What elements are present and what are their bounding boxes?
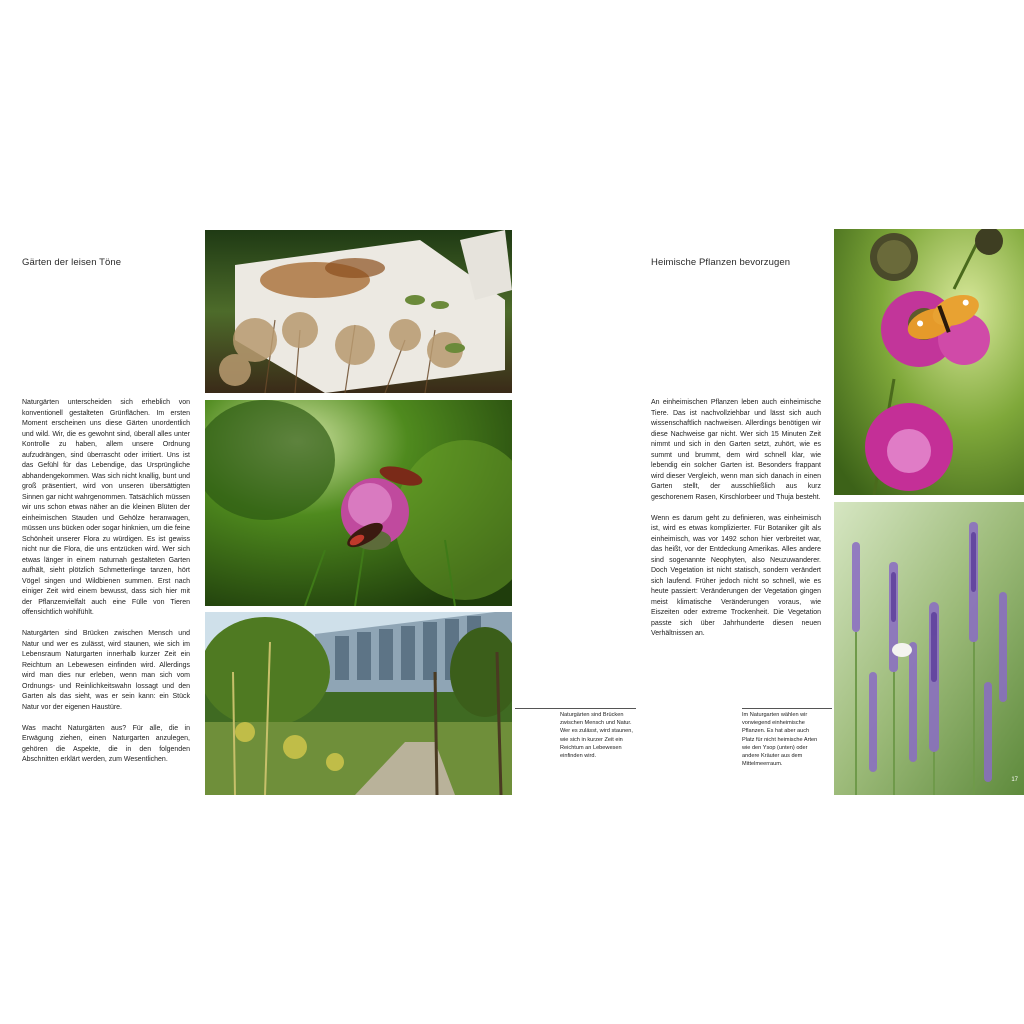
right-paragraph-2: Wenn es darum geht zu definieren, was einheimisch ist, wird es etwas komplizierter. Für Botaniker gilt als einheimisch, was vor 1492 schon hier verbreitet war, das heißt, vor der Entdeckung Amerikas. Alles andere sind sogenannte Neophyten, also Neuzuwanderer. Doch Vegetation ist nicht statisch, sondern verändert sich laufend. Früher jedoch nicht so schnell, wie es heute passiert: Veränderungen der Vegetation gingen meist klimatische Veränderungen voraus, wie Eiszeiten oder extreme Trockenheit. Die Vegetation passte sich über Jahrhunderte diesen neuen Verhältnissen an. [651,514,821,637]
right-page-body [651,398,821,650]
right-caption: Im Naturgarten wählen wir vorwiegend einheimische Pflanzen. Es hat aber auch Platz für nicht heimische Arten wie den Ysop (unten) oder andere Kräuter aus dem Mittelmeerraum. [742,712,818,768]
photo-garden-building [205,612,512,795]
left-paragraph-2: Naturgärten sind Brücken zwischen Mensch und Natur und wer es zulässt, wird staunen, wie sich im Lebensraum Naturgarten innerhalb kurzer Zeit ein Reichtum an Lebewesen einfinden wird. Allerdings wird man dies nur erleben, wenn man sich vom Ordnungs- und Reinlichkeitswahn lossagt und den Garten als das sieht, was er sein kann: ein Stück Natur vor der eigenen Haustüre. [22,630,190,711]
right-caption-rule [742,708,832,709]
left-paragraph-3: Was macht Naturgärten aus? Für alle, die in Erwägung ziehen, einen Naturgarten anzulegen, gehören die Aspekte, die in den folgenden Abschnitten erklärt werden, zum Wesentlichen. [22,724,190,763]
photo-garden-table [205,230,512,393]
photo-knapweed-butterfly [834,229,1024,495]
photo-hyssop [834,502,1024,795]
left-caption: Naturgärten sind Brücken zwischen Mensch und Natur. Wer es zulässt, wird staunen, wie sich in kurzer Zeit ein Reichtum an Lebewesen einfinden wird. [560,712,633,760]
right-page-heading: Heimische Pflanzen bevorzugen [651,257,791,268]
photo-thistle-beetles [205,400,512,606]
right-paragraph-1: An einheimischen Pflanzen leben auch einheimische Tiere. Das ist nachvollziehbar und lässt sich auch wissenschaftlich nachweisen. Allerdings benötigen wir diese Nachweise gar nicht. Wer sich 15 Minuten Zeit nimmt und sich in den Garten setzt, zuhört, wie es summt und brummt, dem wird schnell klar, wie lebendig ein solcher Garten ist. Besonders frappant wird dieser Vergleich, wenn man sich danach in einen Garten stellt, der ausschließlich aus kurz geschorenem Rasen, Kirschlorbeer und Thuja besteht. [651,399,821,501]
left-paragraph-1: Naturgärten unterscheiden sich erheblich von konventionell gestalteten Grünflächen. Im ersten Moment erscheinen uns diese Gärten unordentlich und wild. Wir, die es gewohnt sind, überall alles unter Kontrolle zu haben, allem unsere Ordnung aufzudrängen, sind überrascht oder irritiert. Uns ist das Gefühl für das Lebendige, das Ursprüngliche abhandengekommen. Was sich nicht knallig, bunt und groß präsentiert, wird von unseren übersättigten Sinnen gar nicht wahrgenommen. Tatsächlich müssen wir uns schon etwas näher an die kleinen Blüten der einheimischen Stauden und Gehölze heranwagen, müssen uns bücken oder sogar hinknien, um die feine Schönheit unserer Flora zu würdigen. Es ist gewiss nicht nur die Flora, die uns entzücken wird. Wer sich etwas länger in einem naturnah gestalteten Garten aufhält, sieht plötzlich Schmetterlinge tanzen, hört Vögel singen und Wildbienen summen. Erst nach einiger Zeit wird einem bewusst, dass sich hier mit der Pflanzenvielfalt auch eine Fülle von Tieren offensichtlich wohlfühlt. [22,399,190,616]
page-number: 17 [1011,777,1018,783]
left-page-heading: Gärten der leisen Töne [22,257,122,268]
left-page-body [22,398,190,776]
left-caption-rule [515,708,636,709]
